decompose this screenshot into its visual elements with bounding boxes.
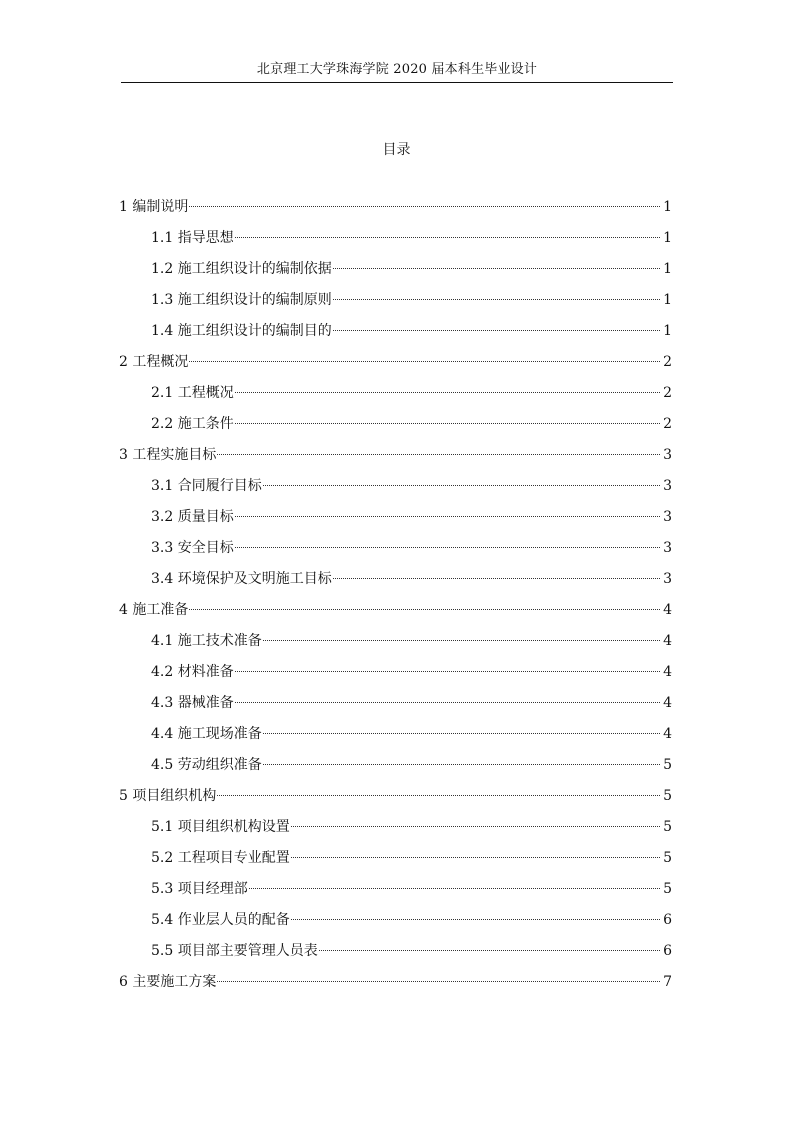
toc-subsection-entry[interactable]	[119, 381, 672, 412]
toc-dot-leader	[263, 733, 660, 734]
toc-dot-leader	[217, 981, 660, 982]
toc-entry-page: 4	[663, 633, 672, 649]
toc-entry-page: 4	[663, 726, 672, 742]
toc-entry-label: 4.3 器械准备	[151, 695, 234, 711]
toc-entry-label: 1.2 施工组织设计的编制依据	[151, 261, 332, 277]
toc-subsection-entry[interactable]	[119, 908, 672, 939]
table-of-contents	[119, 195, 672, 1001]
page-header: 北京理工大学珠海学院 2020 届本科生毕业设计	[256, 62, 538, 77]
toc-entry-page: 3	[663, 540, 672, 556]
toc-dot-leader	[189, 609, 660, 610]
toc-subsection-entry[interactable]	[119, 846, 672, 877]
toc-dot-leader	[263, 764, 660, 765]
toc-entry-page: 3	[663, 509, 672, 525]
toc-entry-label: 5.1 项目组织机构设置	[151, 819, 290, 835]
toc-entry-page: 3	[663, 478, 672, 494]
toc-entry-page: 1	[663, 323, 672, 339]
toc-dot-leader	[235, 547, 660, 548]
toc-subsection-entry[interactable]	[119, 536, 672, 567]
toc-entry-label: 1 编制说明	[119, 199, 189, 215]
toc-subsection-entry[interactable]	[119, 474, 672, 505]
toc-entry-label: 4.4 施工现场准备	[151, 726, 262, 742]
toc-dot-leader	[291, 857, 660, 858]
toc-entry-page: 5	[663, 788, 672, 804]
toc-dot-leader	[333, 299, 660, 300]
toc-entry-label: 5.5 项目部主要管理人员表	[151, 943, 318, 959]
toc-entry-page: 1	[663, 199, 672, 215]
toc-section-entry[interactable]	[119, 195, 672, 226]
toc-dot-leader	[189, 206, 660, 207]
toc-subsection-entry[interactable]	[119, 722, 672, 753]
toc-entry-label: 4.5 劳动组织准备	[151, 757, 262, 773]
toc-entry-label: 5.3 项目经理部	[151, 881, 248, 897]
toc-entry-label: 3.1 合同履行目标	[151, 478, 262, 494]
toc-dot-leader	[217, 795, 660, 796]
toc-entry-page: 1	[663, 261, 672, 277]
toc-subsection-entry[interactable]	[119, 877, 672, 908]
toc-entry-label: 3.4 环境保护及文明施工目标	[151, 571, 332, 587]
toc-dot-leader	[235, 671, 660, 672]
toc-title: 目录	[382, 142, 411, 158]
toc-section-entry[interactable]	[119, 598, 672, 629]
header-divider	[121, 82, 673, 83]
toc-entry-label: 2.2 施工条件	[151, 416, 234, 432]
toc-entry-page: 7	[663, 974, 672, 990]
toc-entry-label: 1.1 指导思想	[151, 230, 234, 246]
toc-entry-page: 2	[663, 416, 672, 432]
toc-entry-page: 5	[663, 850, 672, 866]
toc-entry-label: 3 工程实施目标	[119, 447, 217, 463]
toc-entry-label: 3.2 质量目标	[151, 509, 234, 525]
toc-dot-leader	[263, 485, 660, 486]
toc-entry-label: 2 工程概况	[119, 354, 189, 370]
toc-dot-leader	[235, 392, 660, 393]
toc-dot-leader	[291, 919, 660, 920]
toc-entry-label: 2.1 工程概况	[151, 385, 234, 401]
toc-dot-leader	[333, 330, 660, 331]
toc-entry-label: 5 项目组织机构	[119, 788, 217, 804]
toc-entry-page: 5	[663, 757, 672, 773]
toc-entry-label: 1.4 施工组织设计的编制目的	[151, 323, 332, 339]
toc-dot-leader	[189, 361, 660, 362]
toc-section-entry[interactable]	[119, 784, 672, 815]
toc-subsection-entry[interactable]	[119, 815, 672, 846]
toc-section-entry[interactable]	[119, 970, 672, 1001]
toc-dot-leader	[319, 950, 660, 951]
toc-entry-label: 6 主要施工方案	[119, 974, 217, 990]
toc-subsection-entry[interactable]	[119, 691, 672, 722]
toc-subsection-entry[interactable]	[119, 939, 672, 970]
toc-section-entry[interactable]	[119, 350, 672, 381]
toc-entry-page: 2	[663, 385, 672, 401]
toc-subsection-entry[interactable]	[119, 288, 672, 319]
toc-subsection-entry[interactable]	[119, 629, 672, 660]
toc-entry-label: 1.3 施工组织设计的编制原则	[151, 292, 332, 308]
toc-entry-label: 5.2 工程项目专业配置	[151, 850, 290, 866]
toc-dot-leader	[235, 702, 660, 703]
toc-entry-page: 5	[663, 881, 672, 897]
toc-dot-leader	[217, 454, 660, 455]
toc-entry-label: 4 施工准备	[119, 602, 189, 618]
toc-entry-page: 5	[663, 819, 672, 835]
toc-subsection-entry[interactable]	[119, 257, 672, 288]
toc-dot-leader	[235, 516, 660, 517]
toc-entry-page: 3	[663, 447, 672, 463]
toc-dot-leader	[263, 640, 660, 641]
toc-dot-leader	[235, 423, 660, 424]
toc-entry-page: 3	[663, 571, 672, 587]
toc-entry-page: 1	[663, 230, 672, 246]
toc-entry-page: 4	[663, 664, 672, 680]
toc-dot-leader	[333, 578, 660, 579]
toc-subsection-entry[interactable]	[119, 505, 672, 536]
toc-entry-page: 6	[663, 912, 672, 928]
toc-subsection-entry[interactable]	[119, 319, 672, 350]
toc-entry-label: 3.3 安全目标	[151, 540, 234, 556]
toc-entry-page: 1	[663, 292, 672, 308]
toc-entry-page: 6	[663, 943, 672, 959]
toc-entry-label: 5.4 作业层人员的配备	[151, 912, 290, 928]
toc-entry-label: 4.1 施工技术准备	[151, 633, 262, 649]
toc-subsection-entry[interactable]	[119, 753, 672, 784]
toc-dot-leader	[291, 826, 660, 827]
toc-section-entry[interactable]	[119, 443, 672, 474]
toc-entry-page: 4	[663, 602, 672, 618]
toc-subsection-entry[interactable]	[119, 412, 672, 443]
toc-entry-page: 4	[663, 695, 672, 711]
toc-dot-leader	[249, 888, 660, 889]
toc-subsection-entry[interactable]	[119, 660, 672, 691]
toc-subsection-entry[interactable]	[119, 226, 672, 257]
toc-dot-leader	[235, 237, 660, 238]
toc-entry-label: 4.2 材料准备	[151, 664, 234, 680]
toc-subsection-entry[interactable]	[119, 567, 672, 598]
toc-entry-page: 2	[663, 354, 672, 370]
toc-dot-leader	[333, 268, 660, 269]
